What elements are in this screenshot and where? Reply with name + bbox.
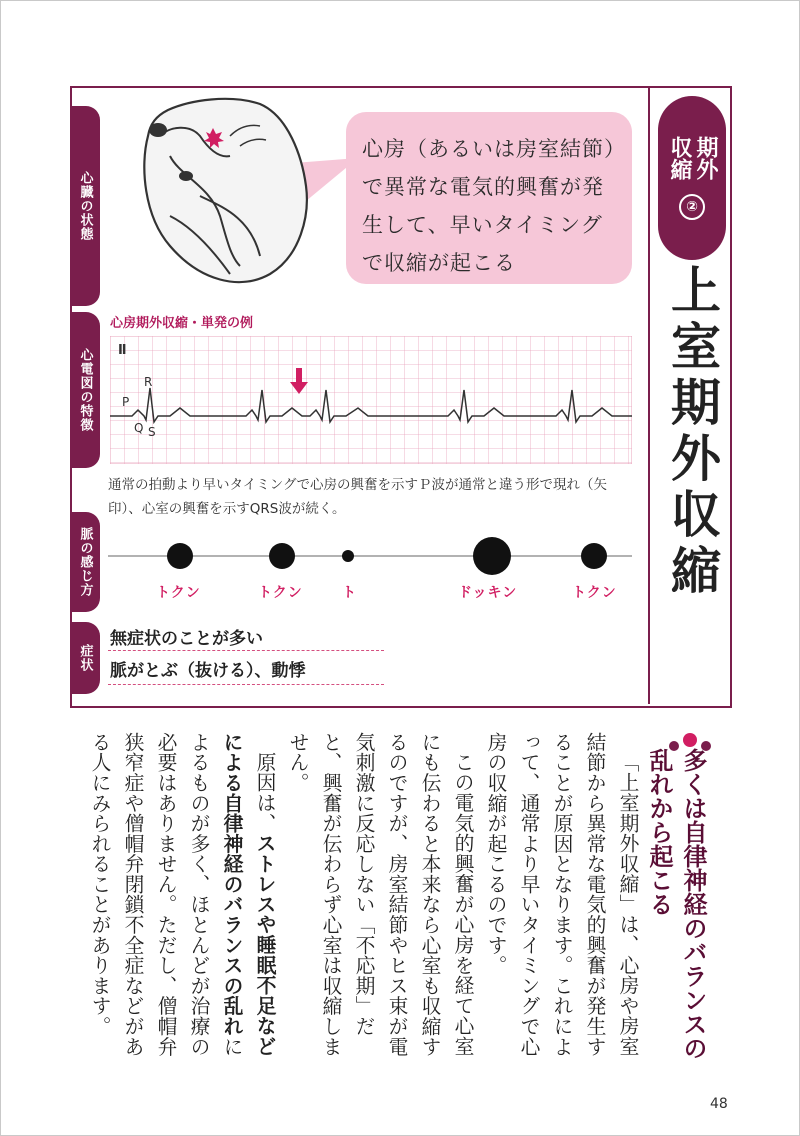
pulse-label: トクン: [258, 585, 303, 601]
ecg-label-p: P: [122, 395, 130, 409]
side-tab-pulse: 脈の感じ方: [70, 512, 100, 612]
heart-illustration: [110, 96, 370, 296]
pulse-label: ト: [342, 585, 357, 601]
body-paragraph-2: この電気的興奮が心房を経て心室にも伝わると本来なら心室も収縮するのですが、房室結節やヒス束が電気刺激に反応しない「不応期」だと、興奮が伝わらず心室は収縮しません。: [286, 732, 474, 1057]
symptom-item: 脈がとぶ（抜ける）、動悸: [110, 661, 306, 681]
body-emphasis: ストレスや睡眠不足などによる自律神経のバランスの乱れ: [220, 732, 276, 1057]
body-paragraph-1: 「上室期外収縮」は、心房や房室結節から異常な電気的興奮が発生することが原因となります。これによって、通常より早いタイミングで心房の収縮が起こるのです。: [484, 732, 639, 1057]
badge-text: 期外収縮: [667, 136, 718, 180]
side-tab-symptoms: 症状: [70, 622, 100, 694]
side-tab-ecg-features: 心電図の特徴: [70, 312, 100, 468]
symptom-divider: [108, 684, 384, 685]
pulse-timeline: [108, 530, 632, 580]
symptom-item: 無症状のことが多い: [110, 629, 263, 649]
pulse-dot: [473, 537, 511, 575]
pulse-label: トクン: [572, 585, 617, 601]
symptom-divider: [108, 650, 384, 651]
pulse-dot: [167, 543, 193, 569]
pulse-dot: [342, 550, 354, 562]
pulse-dot: [269, 543, 295, 569]
badge-number: ②: [679, 194, 705, 220]
ecg-lead: Ⅱ: [118, 343, 127, 358]
pulse-dot: [581, 543, 607, 569]
ecg-label-q: Q: [134, 421, 144, 435]
ecg-description: 通常の拍動より早いタイミングで心房の興奮を示すＰ波が通常と違う形で現れ（矢印）、心室の興奮を示すQRS波が続く。: [108, 477, 607, 517]
section-heading: 多くは自律神経のバランスの乱れから起こる: [645, 748, 707, 1060]
side-tab-heart-state: 心臓の状態: [70, 106, 100, 306]
body-paragraph-3c: によるものが多く、ほとんどが治療の必要はありません。ただし、僧帽弁狭窄症や僧帽弁閉鎖不全症などがある人にみられることがあります。: [88, 732, 243, 1057]
category-badge: [658, 96, 726, 260]
page-title: 上室期外収縮: [663, 264, 721, 600]
bubble-text: 心房（あるいは房室結節）で異常な電気的興奮が発生して、早いタイミングで収縮が起こる: [362, 137, 616, 275]
ecg-label-r: R: [144, 375, 153, 389]
body-text: [60, 732, 644, 1072]
ecg-title: 心房期外収縮・単発の例: [110, 316, 254, 331]
pulse-label: ドッキン: [458, 585, 518, 601]
pulse-label: トクン: [156, 585, 201, 601]
body-paragraph-3a: 原因は、: [253, 752, 276, 834]
page-number: 48: [710, 1096, 728, 1112]
ecg-chart: [110, 336, 632, 464]
ecg-label-s: S: [148, 425, 156, 439]
